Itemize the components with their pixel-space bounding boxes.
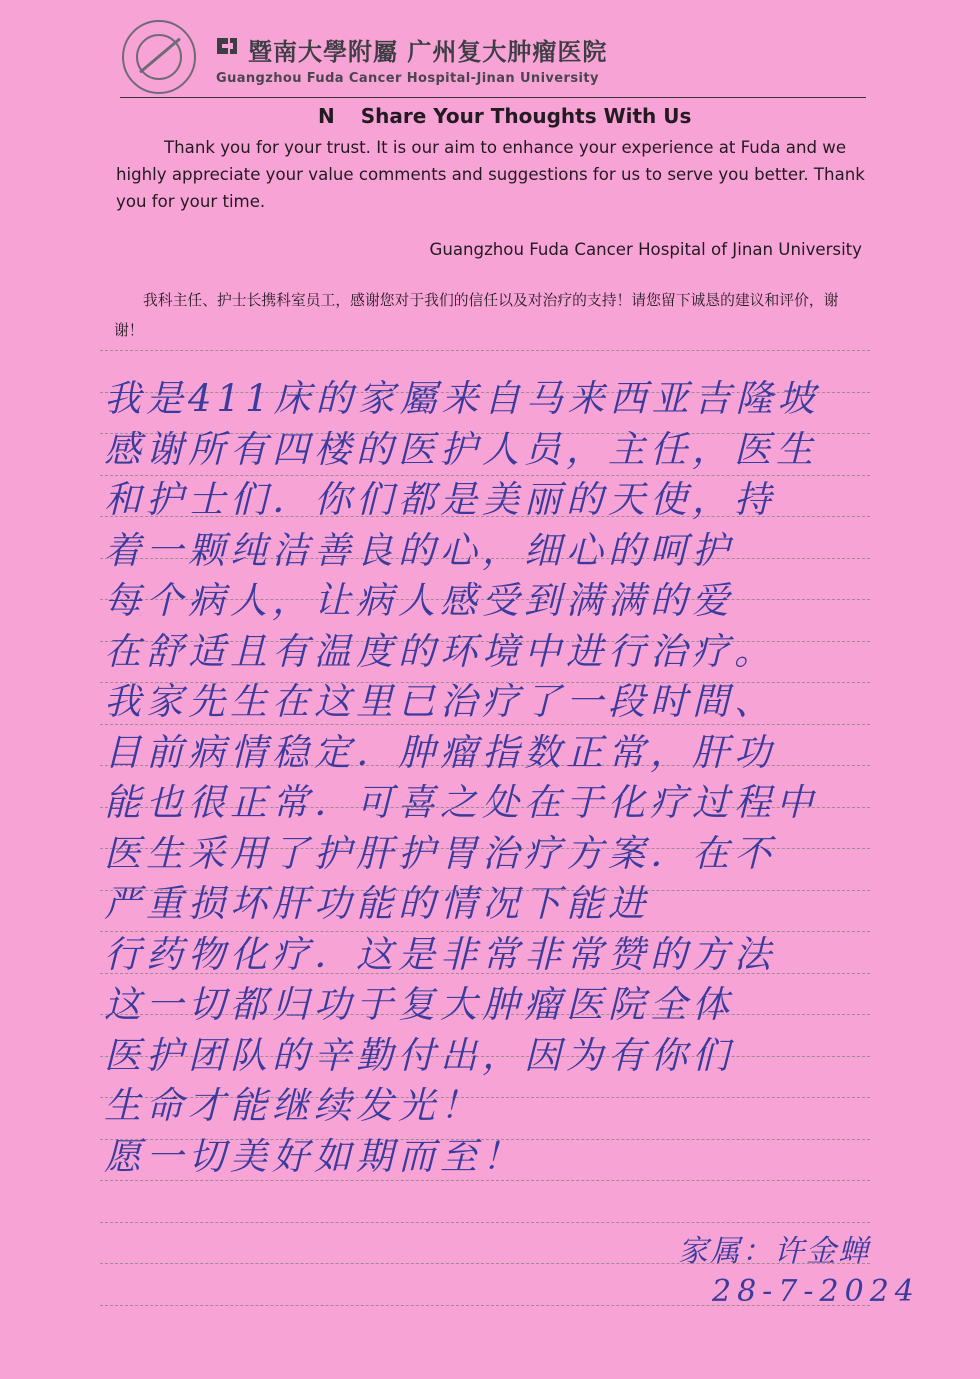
handwritten-line: 感谢所有四楼的医护人员，主任，医生: [104, 427, 818, 471]
hospital-header: [118, 14, 898, 94]
signoff-text: Guangzhou Fuda Cancer Hospital of Jinan University: [429, 240, 862, 259]
ruled-line: [100, 1180, 870, 1181]
handwritten-line: 愿一切美好如期而至！: [104, 1134, 524, 1178]
signature: 家属：许金蝉: [678, 1234, 870, 1269]
handwritten-line: 和护士们．你们都是美丽的天使，持: [104, 478, 776, 521]
header-divider: [120, 97, 866, 98]
handwritten-line: 我家先生在这里已治疗了一段时間、: [104, 680, 776, 723]
intro-text-cn: 我科主任、护士长携科室员工，感谢您对于我们的信任以及对治疗的支持！请您留下诚恳的建议和评价，谢谢！: [114, 292, 839, 339]
handwritten-line: 生命才能继续发光！: [104, 1084, 482, 1127]
letter-date: 28-7-2024: [712, 1274, 920, 1309]
ruled-line: [100, 1222, 870, 1223]
handwritten-line: 能也很正常．可喜之处在于化疗过程中: [104, 781, 818, 824]
section-title: Share Your Thoughts With Us: [360, 104, 692, 128]
intro-text-en: Thank you for your trust. It is our aim to enhance your experience at Fuda and we highly appreciate your value comments and suggestions for us to serve you better. Thank you for your time.: [116, 138, 865, 211]
handwritten-line: 我是411床的家屬来自马来西亚吉隆坡: [104, 377, 820, 420]
handwritten-line: 医护团队的辛勤付出，因为有你们: [104, 1033, 734, 1077]
handwritten-line: 行药物化疗．这是非常非常赞的方法: [104, 932, 776, 976]
handwritten-line: 这一切都归功于复大肿瘤医院全体: [104, 983, 734, 1026]
handwritten-line: 医生采用了护肝护胃治疗方案．在不: [104, 831, 776, 875]
quality-seal-logo: [122, 20, 196, 94]
handwritten-line: 严重损坏肝功能的情况下能进: [104, 882, 650, 925]
hospital-logo-icon: [214, 34, 240, 58]
hospital-name-en: Guangzhou Fuda Cancer Hospital-Jinan University: [216, 71, 599, 86]
section-heading: [318, 104, 691, 128]
handwritten-line: 每个病人，让病人感受到满满的爱: [104, 579, 734, 622]
handwritten-line: 目前病情稳定．肿瘤指数正常，肝功: [104, 730, 776, 774]
hospital-name-cn: 暨南大學附屬 广州复大肿瘤医院: [248, 38, 608, 66]
section-letter: N: [318, 104, 335, 128]
handwritten-line: 在舒适且有温度的环境中进行治疗。: [104, 629, 776, 673]
handwritten-line: 着一颗纯洁善良的心，细心的呵护: [104, 528, 734, 572]
ruled-line: [100, 350, 870, 351]
